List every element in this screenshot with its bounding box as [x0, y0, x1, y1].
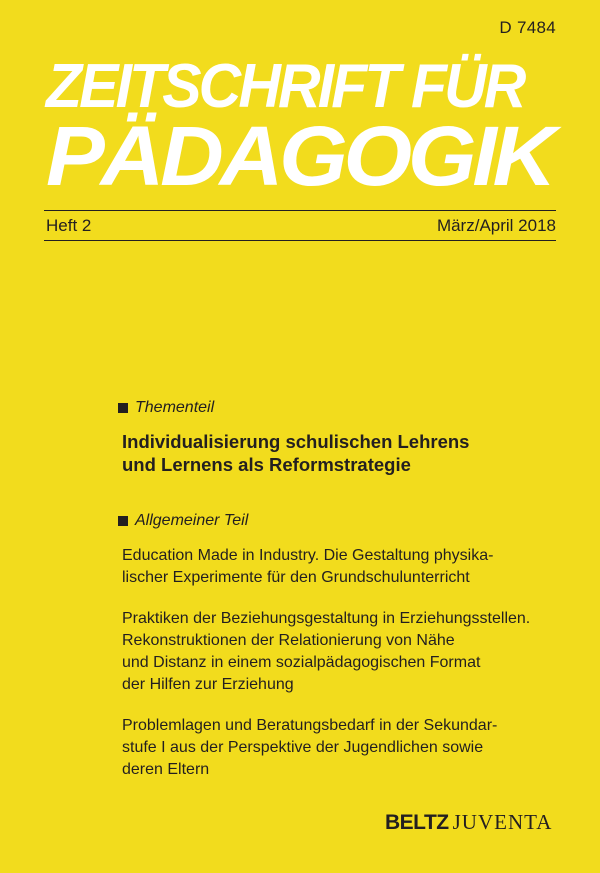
- journal-title-line2: PÄDAGOGIK: [46, 109, 553, 203]
- issue-number: Heft 2: [46, 216, 92, 235]
- issn-code: D 7484: [499, 18, 556, 37]
- publisher-part2: JUVENTA: [452, 810, 553, 834]
- general-section-label: Allgemeiner Teil: [135, 512, 249, 529]
- square-bullet-icon: [118, 516, 128, 526]
- themed-section-header: [118, 399, 214, 417]
- square-bullet-icon: [118, 403, 128, 413]
- article-item: Praktiken der Beziehungsgestaltung in Erziehungsstellen. Rekonstruktionen der Relationierung von Nähe und Distanz in einem sozialpädagogischen Format der Hilfen zur Erziehung: [122, 610, 531, 693]
- article-item: Problemlagen und Beratungsbedarf in der Sekundar- stufe I aus der Perspektive der Jugendlichen sowie deren Eltern: [122, 717, 498, 778]
- themed-title-line1: Individualisierung schulischen Lehrens: [122, 431, 470, 452]
- publisher-part1: BELTZ: [385, 811, 449, 834]
- journal-title-line1: ZEITSCHRIFT FÜR: [46, 52, 524, 121]
- top-rule: [44, 210, 556, 211]
- general-section-header: [118, 512, 248, 530]
- issue-date: März/April 2018: [436, 216, 556, 235]
- bottom-rule: [44, 240, 556, 241]
- themed-section-label: Thementeil: [135, 399, 215, 416]
- issue-info: [46, 216, 556, 236]
- article-item: Education Made in Industry. Die Gestaltung physika- lischer Experimente für den Grundschulunterricht: [122, 547, 494, 586]
- publisher-logo: [385, 812, 552, 833]
- themed-section-title: [122, 430, 542, 476]
- journal-title: [46, 52, 566, 203]
- themed-title-line2: und Lernens als Reformstrategie: [122, 454, 411, 475]
- article-list: [122, 545, 562, 800]
